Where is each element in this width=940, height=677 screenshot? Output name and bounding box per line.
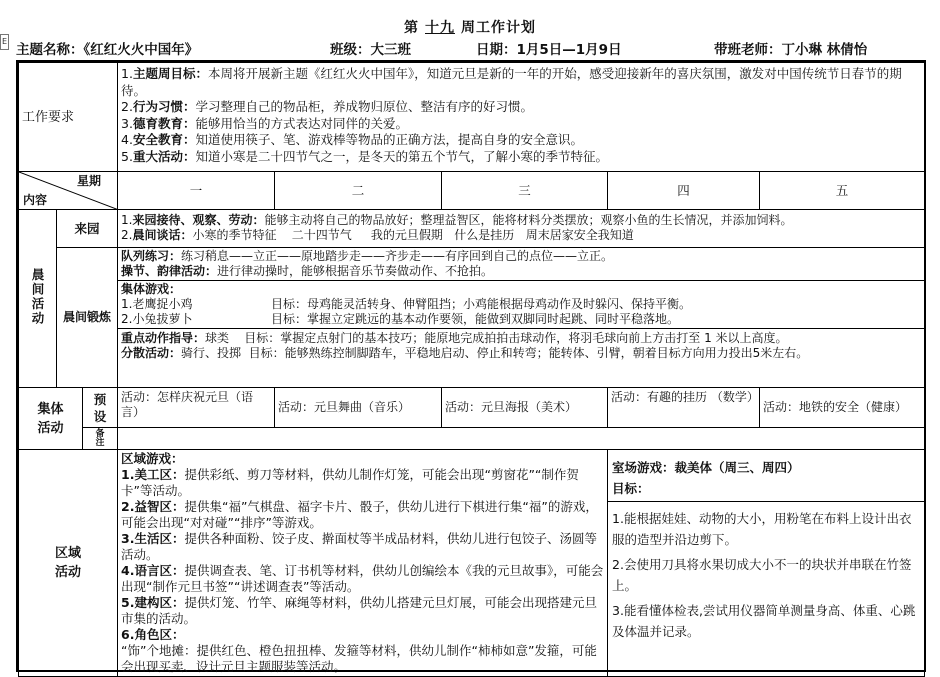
work-requirements bbox=[118, 63, 925, 172]
day-header: 四 bbox=[608, 172, 760, 210]
activity-cell: 活动：怎样庆祝元旦（语言） bbox=[118, 388, 275, 428]
exercise-row bbox=[19, 248, 925, 388]
week-label: 星期 bbox=[77, 174, 102, 188]
activity-cell: 活动：元旦海报（美术） bbox=[442, 388, 608, 428]
plan-label: 预设 bbox=[83, 388, 118, 428]
work-item: 2.行为习惯：学习整理自己的物品柜，养成物归原位、整洁有序的好习惯。 bbox=[121, 99, 533, 114]
header-meta bbox=[16, 38, 922, 58]
room-games bbox=[608, 450, 925, 677]
work-item: 4.安全教育：知道使用筷子、笔、游戏棒等物品的正确方法，提高自身的安全意识。 bbox=[121, 132, 583, 147]
days-header-row bbox=[19, 172, 925, 210]
content-label: 内容 bbox=[23, 193, 48, 207]
work-item: 3.德育教育：能够用恰当的方式表达对同伴的关爱。 bbox=[121, 115, 408, 131]
page-title bbox=[0, 17, 940, 37]
day-header: 一 bbox=[118, 172, 275, 210]
collective-label: 集体活动 bbox=[19, 388, 83, 450]
group-games: 集体游戏： 1.老鹰捉小鸡 目标：母鸡能灵活转身、伸臂阻挡；小鸡能根据母鸡动作及时躲闪、保持平衡。 2.小兔拔萝卜 目标：掌握立定跳远的基本动作要领，能做到双脚同时起跳、同时平稳落地。 bbox=[118, 281, 924, 329]
work-item: 5.重大活动：知道小寒是二十四节气之一，是冬天的第五个节气，了解小寒的季节特征。 bbox=[121, 148, 608, 164]
note-row bbox=[19, 428, 925, 450]
work-row bbox=[19, 63, 925, 172]
week-content-header bbox=[19, 172, 118, 210]
day-header: 三 bbox=[442, 172, 608, 210]
week-suffix: 周工作计划 bbox=[461, 20, 536, 36]
game-item: 2.小兔拔萝卜 目标：掌握立定跳远的基本动作要领，能做到双脚同时起跳、同时平稳落地。 bbox=[121, 312, 680, 326]
area-games: 区域游戏： 1.美工区：提供彩纸、剪刀等材料，供幼儿制作灯笼，可能会出现“剪窗花”“制作贺卡”等活动。 2.益智区：提供集“福”气棋盘、福字卡片、骰子，供幼儿进行下棋进行集“福”的游戏，可能会出现“对对碰”“排序”等游戏。 3.生活区：提供各种面粉、饺子皮、擀面杖等半成品材料，供幼儿进行包饺子、汤圆等活动。 4.语言区：提供调查表、笔、订书机等材料，供幼儿创编绘本《我的元旦故事》，可能会出现“制作元旦书签”“讲述调查表”等活动。 5.建构区：提供灯笼、竹竿、麻绳等材料，供幼儿搭建元旦灯展，可能会出现搭建元旦市集的活动。 6.角色区： “饰”个地摊：提供红色、橙色扭扭棒、发箍等材料，供幼儿制作“柿柿如意”发箍，可能会出现买卖、设计元旦主题服装等活动。 bbox=[118, 450, 608, 677]
room-goal: 3.能看懂体检表,尝试用仪器简单测量身高、体重、心跳及体温并记录。 bbox=[612, 603, 916, 639]
arrival-line: 2.晨间谈话：小寒的季节特征 二十四节气 我的元旦假期 什么是挂历 周末居家安全我知道 bbox=[121, 228, 634, 242]
morning-label: 晨间活动 bbox=[19, 210, 57, 388]
arrival-line: 1.来园接待、观察、劳动：能够主动将自己的物品放好；整理益智区，能将材料分类摆放；观察小鱼的生长情况，并添加饲料。 bbox=[121, 213, 793, 227]
area-row bbox=[19, 450, 925, 677]
area-item: 5.建构区：提供灯笼、竹竿、麻绳等材料，供幼儿搭建元旦灯展，可能会出现搭建元旦市集的活动。 bbox=[121, 595, 597, 626]
room-title: 室场游戏：裁美体（周三、周四） bbox=[612, 460, 800, 475]
date-range: 日期：1月5日—1月9日 bbox=[476, 42, 622, 58]
queue-practice: 队列练习：练习稍息——立正——原地踏步走——齐步走——有序回到自己的点位——立正。 操节、韵律活动：进行律动操时，能够根据音乐节奏做动作、不抢拍。 bbox=[118, 248, 924, 281]
area-item: 3.生活区：提供各种面粉、饺子皮、擀面杖等半成品材料，供幼儿进行包饺子、汤圆等活动。 bbox=[121, 531, 597, 562]
work-item: 1.主题周目标：本周将开展新主题《红红火火中国年》，知道元旦是新的一年的开始，感受迎接新年的喜庆氛围，激发对中国传统节日春节的期待。 bbox=[121, 66, 902, 98]
area-item: 1.美工区：提供彩纸、剪刀等材料，供幼儿制作灯笼，可能会出现“剪窗花”“制作贺卡”等活动。 bbox=[121, 467, 579, 498]
side-marker: E bbox=[0, 34, 9, 50]
day-header: 二 bbox=[275, 172, 442, 210]
area-item: 4.语言区：提供调查表、笔、订书机等材料，供幼儿创编绘本《我的元旦故事》，可能会出现“制作元旦书签”“讲述调查表”等活动。 bbox=[121, 563, 604, 594]
activity-cell: 活动：元旦舞曲（音乐） bbox=[275, 388, 442, 428]
day-header: 五 bbox=[760, 172, 925, 210]
work-label: 工作要求 bbox=[19, 63, 118, 172]
area-item: 2.益智区：提供集“福”气棋盘、福字卡片、骰子，供幼儿进行下棋进行集“福”的游戏，可能会出现“对对碰”“排序”等游戏。 bbox=[121, 499, 598, 530]
goal-title: 目标： bbox=[612, 481, 650, 496]
area-label: 区域活动 bbox=[19, 450, 118, 677]
weekly-plan-table bbox=[18, 62, 925, 677]
theme-name: 主题名称：《红红火火中国年》 bbox=[16, 42, 199, 58]
class-name: 班级：大三班 bbox=[330, 42, 411, 58]
game-item: 1.老鹰捉小鸡 目标：母鸡能灵活转身、伸臂阻挡；小鸡能根据母鸡动作及时躲闪、保持平衡。 bbox=[121, 297, 692, 311]
key-and-split: 重点动作指导：球类 目标：掌握定点射门的基本技巧；能原地完成拍拍击球动作，将羽毛球向前上方击打至 1 米以上高度。 分散活动：骑行、投掷 目标：能够熟练控制脚踏车，平稳地启动、停止和转弯；能转体、引臂，朝着目标方向用力投出5米左右。 bbox=[121, 331, 809, 360]
arrival-label: 来园 bbox=[57, 210, 118, 248]
week-number: 十九 bbox=[425, 20, 455, 36]
arrival-content bbox=[118, 210, 925, 248]
activity-cell: 活动：地铁的安全（健康） bbox=[760, 388, 925, 428]
room-goal: 2.会使用刀具将水果切成大小不一的块状并串联在竹签上。 bbox=[612, 557, 912, 593]
teachers: 带班老师：丁小琳 林倩怡 bbox=[714, 42, 868, 58]
arrival-row bbox=[19, 210, 925, 248]
collective-row bbox=[19, 388, 925, 428]
activity-cell: 活动：有趣的挂历 （数学） bbox=[608, 388, 760, 428]
week-prefix: 第 bbox=[404, 20, 419, 36]
exercise-content bbox=[118, 248, 925, 388]
area-item: 6.角色区： “饰”个地摊：提供红色、橙色扭扭棒、发箍等材料，供幼儿制作“柿柿如意”发箍，可能会出现买卖、设计元旦主题服装等活动。 bbox=[121, 627, 597, 674]
note-label: 备注 bbox=[83, 428, 118, 450]
note-content bbox=[118, 428, 925, 450]
exercise-label: 晨间锻炼 bbox=[57, 248, 118, 388]
room-goal: 1.能根据娃娃、动物的大小，用粉笔在布料上设计出衣服的造型并沿边剪下。 bbox=[612, 511, 912, 547]
